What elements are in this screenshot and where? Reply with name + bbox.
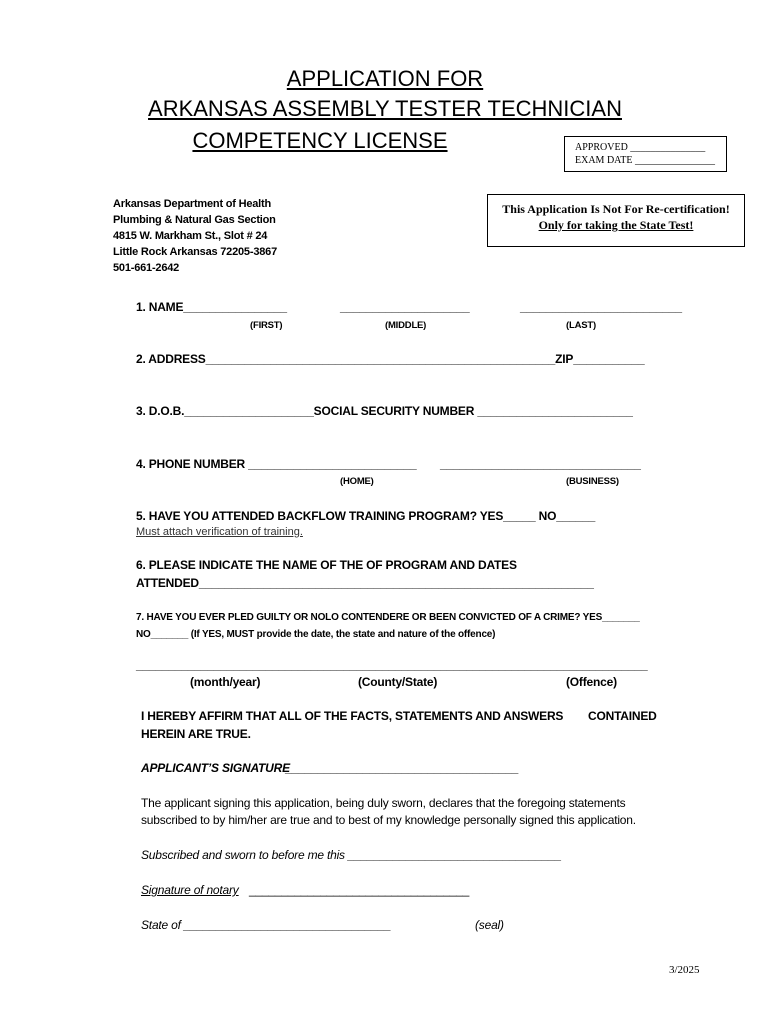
notice-box	[487, 194, 745, 247]
first-caption: (FIRST)	[250, 320, 283, 331]
conviction-question[interactable]: 7. HAVE YOU EVER PLED GUILTY OR NOLO CONTENDERE OR BEEN CONVICTED OF A CRIME? YES_______	[136, 612, 640, 623]
applicant-signature-field[interactable]: ____________________________________	[285, 761, 519, 775]
state-of-field[interactable]: State of ________________________________	[141, 918, 392, 932]
title-line-1: APPLICATION FOR	[286, 66, 484, 91]
dob-ssn-field[interactable]: 3. D.O.B.____________________SOCIAL SECURITY NUMBER ________________________	[136, 404, 633, 418]
offence-caption: (Offence)	[566, 675, 617, 689]
agency-city: Little Rock Arkansas 72205-3867	[113, 246, 277, 258]
program-attended-field[interactable]: ATTENDED_____________________________________________________________	[136, 576, 594, 590]
home-caption: (HOME)	[340, 476, 374, 487]
offence-details-field[interactable]: _______________________________________________________________________________	[136, 658, 648, 672]
approval-box	[564, 136, 727, 172]
notary-signature-label: Signature of notary	[141, 883, 239, 897]
oath-line-2: subscribed to by him/her are true and to best of my knowledge personally signed this application.	[141, 813, 636, 827]
subscribed-sworn-field[interactable]: Subscribed and sworn to before me this _________________________________	[141, 848, 562, 862]
revision-date: 3/2025	[669, 964, 700, 976]
affirm-line-2: HEREIN ARE TRUE.	[141, 727, 251, 741]
notary-signature-field[interactable]: __________________________________	[249, 883, 470, 897]
county-state-caption: (County/State)	[358, 675, 438, 689]
applicant-signature-label: APPLICANT’S SIGNATURE	[141, 761, 290, 775]
home-phone-field[interactable]: 4. PHONE NUMBER __________________________	[136, 457, 417, 471]
title-line-3: COMPETENCY LICENSE	[192, 128, 448, 153]
title-line-2: ARKANSAS ASSEMBLY TESTER TECHNICIAN	[148, 96, 622, 121]
seal-label: (seal)	[475, 918, 504, 932]
agency-street: 4815 W. Markham St., Slot # 24	[113, 230, 268, 242]
affirm-contained: CONTAINED	[588, 709, 657, 723]
affirm-line-1: I HEREBY AFFIRM THAT ALL OF THE FACTS, STATEMENTS AND ANSWERS	[141, 709, 564, 723]
middle-name-field[interactable]: ____________________	[340, 300, 470, 314]
exam-date-field: EXAM DATE ________________	[575, 155, 715, 166]
oath-line-1: The applicant signing this application, being duly sworn, declares that the foregoing statements	[141, 796, 626, 810]
last-name-field[interactable]: _________________________	[520, 300, 682, 314]
business-caption: (BUSINESS)	[566, 476, 619, 487]
business-phone-field[interactable]: _______________________________	[440, 457, 641, 471]
notice-line-1: This Application Is Not For Re-certification!	[502, 202, 730, 216]
last-caption: (LAST)	[566, 320, 596, 331]
agency-name: Arkansas Department of Health	[113, 198, 272, 210]
agency-section: Plumbing & Natural Gas Section	[113, 214, 276, 226]
training-note: Must attach verification of training.	[136, 526, 303, 538]
training-question[interactable]: 5. HAVE YOU ATTENDED BACKFLOW TRAINING PROGRAM? YES_____ NO______	[136, 509, 596, 523]
approved-field: APPROVED _______________	[575, 142, 706, 153]
notice-line-2: Only for taking the State Test!	[538, 218, 694, 232]
agency-phone: 501-661-2642	[113, 262, 180, 274]
address-field[interactable]: 2. ADDRESS______________________________________________________ZIP___________	[136, 352, 645, 366]
name-label[interactable]: 1. NAME________________	[136, 300, 287, 314]
program-question: 6. PLEASE INDICATE THE NAME OF THE OF PROGRAM AND DATES	[136, 558, 517, 572]
middle-caption: (MIDDLE)	[385, 320, 427, 331]
conviction-no-field[interactable]: NO_______ (If YES, MUST provide the date, the state and nature of the offence)	[136, 629, 496, 640]
month-year-caption: (month/year)	[190, 675, 261, 689]
